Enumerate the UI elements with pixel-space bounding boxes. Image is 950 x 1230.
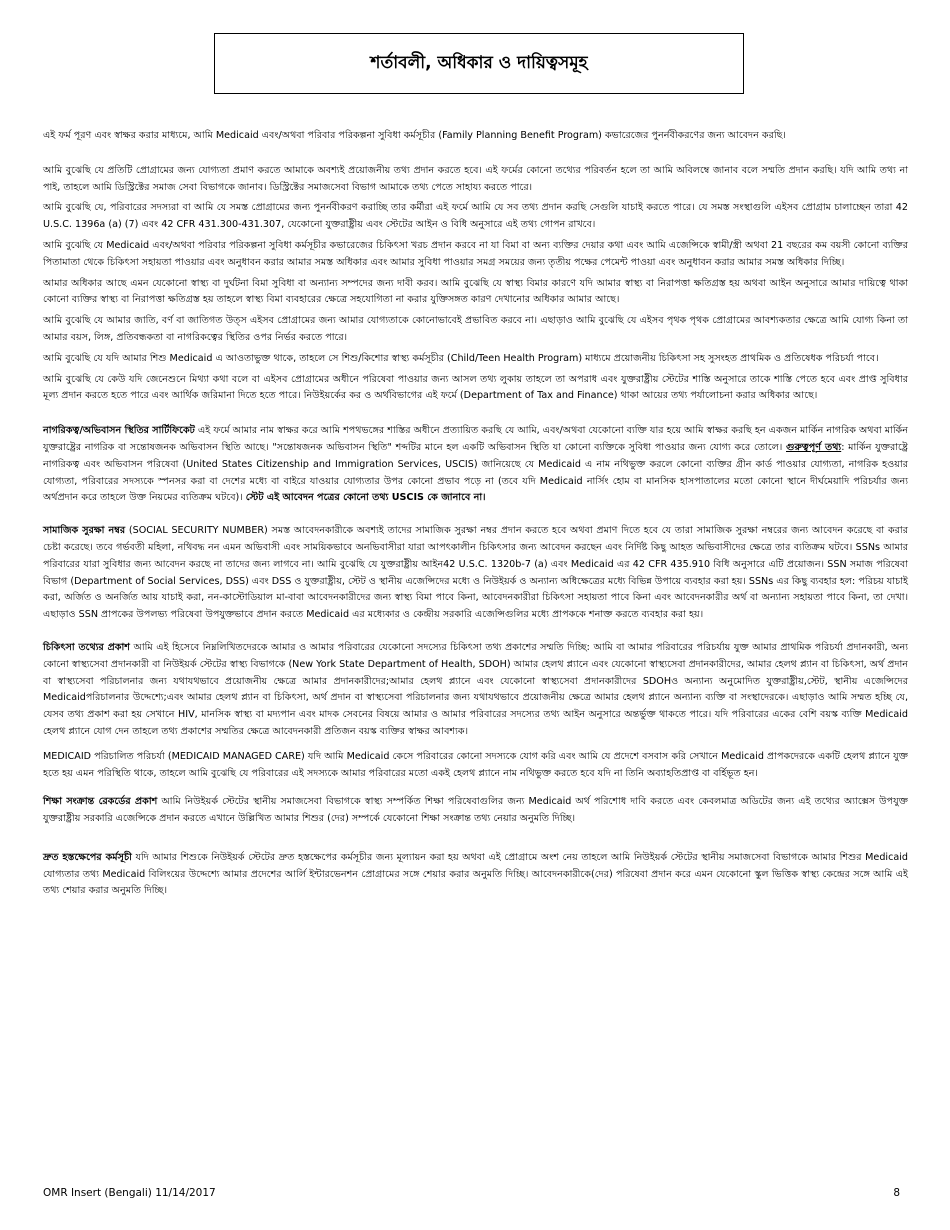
education-heading: শিক্ষা সংক্রান্ত রেকর্ডের প্রকাশ — [43, 796, 158, 808]
ssn-heading: সামাজিক সুরক্ষা নম্বর — [43, 525, 126, 537]
medical-heading: চিকিৎসা তথ্যের প্রকাশ — [43, 641, 130, 653]
section-education-records — [43, 794, 908, 828]
education-text: আমি নিউইয়র্ক স্টেটের স্থানীয় সমাজসেবা বিভাগকে স্বাস্থ্য সম্পর্কিত শিক্ষা পরিষেবাগুলির জন্য Medicaid অর্থ পরিশোধ দাবি করতে এবং কেবলমাত্র অডিটের জন্য এই তথ্যের অ্যাক্সেস উপযুক্ত যুক্তরাষ্ট্রীয় সরকারি এজেন্সিকে প্রদান করতে এখানে উল্লিখিত আমার শিশুর (দের) সম্পর্কে যেকোনো শিক্ষা সংক্রান্ত তথ্য নেয়ার অনুমতি দিচ্ছি। — [43, 796, 908, 825]
section-managed-care — [43, 749, 908, 783]
early-intervention-heading: দ্রুত হস্তক্ষেপের কর্মসূচী — [43, 851, 132, 863]
citizenship-heading: নাগরিকত্ব/অভিবাসন স্থিতির সার্টিফিকেট — [43, 425, 195, 437]
paragraph-information: আমি বুঝেছি যে প্রতিটি প্রোগ্রামের জন্য যোগ্যতা প্রমাণ করতে আমাকে অবশ্যই প্রয়োজনীয় তথ্য প্রদান করতে হবে। এই ফর্মের কোনো তথ্যের পরিবর্তন হলে তা আমি অবিলম্বে জানাব বলে সম্মতি প্রদান করছি। যদি আমি তথ্য না পাই, তাহলে আমি ডিস্ট্রিক্টের সমাজ সেবা বিভাগকে জানাব। ডিস্ট্রিক্টের সমাজসেবা বিভাগ আমাকে তথ্য পেতে সাহায্য করতে পারে। — [43, 164, 908, 193]
paragraph-third-party: আমি বুঝেছি যে Medicaid এবং/অথবা পরিবার পরিকল্পনা সুবিধা কর্মসূচীর কভারেজের চিকিৎসা খরচ প্রদান করবে না যা বিমা বা অন্য ব্যক্তির দেয়ার কথা এবং আমি এজেন্সিকে স্বামী/স্ত্রী অথবা 21 বছরের কম বয়সী কোনো ব্যক্তির পিতামাতা থেকে চিকিৎসা সহায়তা পাওয়ার এবং অনুধাবন করার আমার সমস্ত অধিকার এবং আমার সুবিধা পাওয়ার সমগ্র সময়ের জন্য তৃতীয় পক্ষের পেমেন্ট পাওয়া এবং অনুধাবন করার আমার সমস্ত অধিকার দিচ্ছি। — [43, 239, 908, 268]
early-intervention-text: যদি আমার শিশুকে নিউইয়র্ক স্টেটের দ্রুত হস্তক্ষেপের কর্মসূচীর জন্য মূল্যায়ন করা হয় অথবা এই প্রোগ্রামে অংশ নেয় তাহলে আমি নিউইয়র্ক স্টেটের স্থানীয় সমাজসেবা বিভাগকে আমার শিশুর Medicaid যোগ্যতার তথ্য Medicaid বিলিংয়ের উদ্দেশ্যে আমার প্রদেশের আর্লি ইন্টারভেনশন প্রোগ্রামের সঙ্গে শেয়ার করার অনুমতি দিচ্ছি। আবেদনকারীকে(দের) পরিষেবা প্রদান করে এমন যেকোনো স্কুল ভিত্তিক স্বাস্থ্য কেন্দ্রের সঙ্গে আমি এই তথ্য শেয়ার করার অনুমতি দিচ্ছি। — [43, 851, 908, 897]
important-info-label: গুরুত্বপূর্ণ তথ্য — [786, 441, 842, 453]
section-ssn — [43, 523, 908, 624]
medical-text: আমি এই হিসেবে নিম্নলিখিতদেরকে আমার ও আমার পরিবারের যেকোনো সদস্যের চিকিৎসা তথ্য প্রকাশের সম্মতি দিচ্ছি: আমি বা আমার পরিবারের পরিচর্যায় যুক্ত আমার প্রাথমিক পরিচর্যা প্রদানকারী, অন্য কোনো স্বাস্থ্যসেবা প্রদানকারী বা নিউইয়র্ক স্টেটের স্বাস্থ্য বিভাগকে (New York State Department of Health, SDOH) আমার হেলথ প্ল্যানে এবং যেকোনো স্বাস্থ্যসেবা প্রদানকারীদের, আমার হেলথ প্ল্যান বা চিকিৎসা, অর্থ প্রদান বা স্বাস্থ্যসেবা পরিচালনার জন্য যথাযথভাবে প্রয়োজনীয় ক্ষেত্রে আমার প্রদানকারীদের;আমার হেলথ প্ল্যানে এবং যেকোনো স্বাস্থ্যসেবা প্রদানকারীদের SDOHও অন্যান্য অনুমোদিত যুক্তরাষ্ট্রীয়,স্টেট, স্থানীয় এজেন্সিদের Medicaidপরিচালনার উদ্দেশ্যে;এবং আমার হেলথ প্ল্যান বা চিকিৎসা, অর্থ প্রদান বা স্বাস্থ্যসেবা পরিচালনার জন্য যথাযথভাবে প্রয়োজনীয় ক্ষেত্রে আমার হেলথ প্ল্যানে অন্যান্য ব্যক্তি বা সংস্থাদেরকে। এছাড়াও আমি সম্মত হচ্ছি যে, যেসব তথ্য প্রকাশ করা হয় সেখানে HIV, মানসিক স্বাস্থ্য বা মদ্যপান এবং মাদক সেবনের বিষয়ে আমার ও আমার পরিবারের সদস্যের তথ্য আইন অনুসারে অন্তর্ভুক্ত থাকতে পারে। যদি পরিবারের একের বেশি বয়স্ক ব্যক্তি Medicaid হেলথ প্ল্যানে যোগ দেন তাহলে তথ্য প্রকাশের সম্মতির ক্ষেত্রে আবেদনকারী প্রতিজন বয়স্ক ব্যক্তির স্বাক্ষর আবশ্যক। — [43, 641, 909, 737]
page-title: শর্তাবলী, অধিকার ও দায়িত্বসমূহ — [370, 52, 588, 73]
title-box — [214, 33, 744, 94]
footer-form-id: OMR Insert (Bengali) 11/14/2017 — [43, 1187, 216, 1199]
citizenship-closing: স্টেট এই আবেদন পত্রের কোনো তথ্য USCIS কে জানাবে না। — [245, 492, 486, 504]
managed-care-text: যদি আমি Medicaid কেসে পরিবারের কোনো সদস্যকে যোগ করি এবং আমি যে প্রদেশে বসবাস করি সেখানে Medicaid প্রাপকদেরকে একটি হেলথ প্ল্যানে যুক্ত হতে হয় এমন পরিস্থিতি থাকে, তাহলে আমি বুঝেছি যে পরিবারের এই সদস্যকে আমার পরিবারের মতো একই হেলথ প্ল্যানে নাম নথিভুক্ত করতে হবে যদি না তিনি অব্যাহতিপ্রাপ্ত বা বর্হিভূত হন। — [43, 750, 908, 779]
paragraph-verification: আমি বুঝেছি যে, পরিবারের সদস্যরা বা আমি যে সমস্ত প্রোগ্রামের জন্য পুনর্নবীকরণ করাচ্ছি তার কর্মীরা এই ফর্মে আমি যে সব তথ্য প্রদান করছি সেগুলি যাচাই করতে পারে। যে সমস্ত সংস্থাগুলি এইসব প্রোগ্রাম চালাচ্ছেন তারা 42 U.S.C. 1396a (a) (7) এবং 42 CFR 431.300-431.307, যেকোনো যুক্তরাষ্ট্রীয় এবং স্টেটের আইন ও বিধি অনুসারে এই তথ্য গোপন রাখবে। — [43, 202, 908, 231]
section-citizenship — [43, 423, 908, 507]
paragraph-penalty: আমি বুঝেছি যে কেউ যদি জেনেশুনে মিথ্যা কথা বলে বা এইসব প্রোগ্রামের অধীনে পরিষেবা পাওয়ার জন্য আসল তথ্য লুকায় তাহলে তা অপরাধ এবং যুক্তরাষ্ট্রীয় স্টেটের শাস্তি অনুসারে তাকে শাস্তি পেতে হবে এবং প্রাপ্ত সুবিধার মূল্য প্রদান করতে হতে পারে এবং আর্থিক জরিমানা দিতে হতে পারে। নিউইয়র্কের কর ও অর্থবিভাগের এই ফর্মে (Department of Tax and Finance) থাকা আয়ের তথ্য পর্যালোচনা করার অধিকার আছে। — [43, 373, 908, 402]
paragraph-child-teen: আমি বুঝেছি যে যদি আমার শিশু Medicaid এ আওতাভুক্ত থাকে, তাহলে সে শিশু/কিশোর স্বাস্থ্য কর্মসূচীর (Child/Teen Health Program) মাধ্যমে প্রয়োজনীয় চিকিৎসা সহ সুসংহত প্রাথমিক ও প্রতিষেধক পরিচর্যা পাবে। — [43, 352, 879, 364]
paragraph-health-insurance: আমার অধিকার আছে এমন যেকোনো স্বাস্থ্য বা দুর্ঘটনা বিমা সুবিধা বা অন্যান্য সম্পদের জন্য দাবী করব। আমি বুঝেছি যে স্বাস্থ্য বিমার কারণে যদি আমার স্বাস্থ্য বা নিরাপত্তা ক্ষতিগ্রস্ত হয় অথবা আইন অনুসারে আমার দায়িত্বে থাকা কোনো ব্যক্তির স্বাস্থ্য বা নিরাপত্তা ক্ষতিগ্রস্ত হয় তাহলে স্বাস্থ্য বিমা ব্যবহারের ক্ষেত্রে সহযোগিতা না করার যুক্তিসঙ্গত কারণ দেখানোর অধিকার আমার আছে। — [43, 277, 908, 306]
citizenship-text: এই ফর্মে আমার নাম স্বাক্ষর করে আমি শপথভঙ্গের শাস্তির অধীনে প্রত্যায়িত করছি যে আমি, এবং/অথবা যেকোনো ব্যক্তি যার হয়ে আমি স্বাক্ষর করছি হন একজন মার্কিন নাগরিক অথবা মার্কিন যুক্তরাষ্ট্রের নাগরিক বা সন্তোষজনক অভিবাসন স্থিতি আছে। "সন্তোষজনক অভিবাসন স্থিতি" শব্দটির মানে হল একটি অভিবাসন স্থিতি যা কোনো ব্যক্তিকে সুবিধা পাওয়ার জন্য যোগ্য করে তোলে। — [43, 425, 908, 453]
managed-care-heading: MEDICAID পরিচালিত পরিচর্যা (MEDICAID MANAGED CARE) — [43, 750, 305, 762]
ssn-text: (SOCIAL SECURITY NUMBER) সমস্ত আবেদনকারীকে অবশ্যই তাদের সামাজিক সুরক্ষা নম্বর প্রদান করতে হবে অথবা প্রমাণ দিতে হবে যে তারা সামাজিক সুরক্ষা নম্বরের জন্য আবেদন করেছে বা করার চেষ্টা করেছে। তবে গর্ভবতী মহিলা, নথিবদ্ধ নন এমন অভিবাসী এবং সাময়িকভাবে অনভিবাসীরা যারা আপৎকালীন চিকিৎসার জন্য আবেদন করছেন এবং নির্দিষ্ট কিছু আহত অভিবাসীদের ক্ষেত্রে তার ব্যতিক্রম ঘটবে। SSNs আমার পরিবারের যারা সুবিধার জন্য আবেদন করছে না তাদের জন্য লাগবে না। আমি বুঝেছি যে যুক্তরাষ্ট্রীয় আইন42 U.S.C. 1320b-7 (a) এবং Medicaid এর 42 CFR 435.910 বিধি অনুসারে এটি প্রয়োজন। SSN সমাজ পরিষেবা বিভাগ (Department of Social Services, DSS) এবং DSS ও যুক্তরাষ্ট্রীয়, স্টেট ও স্থানীয় এজেন্সিদের মধ্যে ও নিউইয়র্ক ও অন্যান্য অধিক্ষেত্রের মধ্যে বিভিন্ন উপায়ে ব্যবহার করা হয়। SSNs এর কিছু ব্যবহার হল: পরিচয় যাচাই করা, অর্জিত ও অনর্জিত আয় যাচাই করা, নন-কাস্টোডিয়াল মা-বাবা আবেদনকারীদের জন্য স্বাস্থ্য বিমা পাবে কিনা, আবেদনকারীরা চিকিৎসা সহায়তা পাবে কিনা এবং আবেদনকারীর অর্থ বা অন্যান্য সহায়তা পাবে কিনা, তা দেখা। এছাড়াও SSN প্রাপকের উপলভ্য পরিষেবা উপযুক্তভাবে প্রদান করতে Medicaid এর মধ্যেকার ও কেন্দ্রীয় সরকারি এজেন্সিগুলির মধ্যে প্রাপককে শনাক্ত করতে ব্যবহার করা হয়। — [43, 525, 908, 621]
page-number: 8 — [893, 1187, 900, 1199]
paragraph-eligibility: আমি বুঝেছি যে আমার জাতি, বর্ণ বা জাতিগত উত্স এইসব প্রোগ্রামের জন্য আমার যোগ্যতাকে কোনোভাবেই প্রভাবিত করবে না। এছাড়াও আমি বুঝেছি যে এইসব পৃথক পৃথক প্রোগ্রামের আবশ্যকতার ক্ষেত্রে আমি যোগ্য কিনা তা আমার বয়স, লিঙ্গ, প্রতিবন্ধকতা বা নাগরিকত্বের স্থিতির ওপর নির্ভর করতে পারে। — [43, 315, 908, 343]
paragraph-renewal: এই ফর্ম পূরণ এবং স্বাক্ষর করার মাধ্যমে, আমি Medicaid এবং/অথবা পরিবার পরিকল্পনা সুবিধা কর্মসূচীর (Family Planning Benefit Program) কভারেজের পুনর্নবীকরণের জন্য আবেদন করছি। — [43, 130, 786, 141]
section-medical-release — [43, 640, 908, 741]
document-body — [43, 128, 908, 900]
citizenship-uscis-text: : মার্কিন যুক্তরাষ্ট্রে নাগরিকত্ব এবং অভিবাসন পরিষেবা (United States Citizenship and Immigration Services, USCIS) জানিয়েছে যে Medicaid এ নাম নথিভুক্ত করলে কোনো ব্যক্তির গ্রীন কার্ড পাওয়ার যোগ্যতা, নাগরিক হওয়ার যোগ্যতা, পরিবারের সদস্যকে স্পনসর করা বা দেশের মধ্যে বা বাইরে যাওয়ার যোগ্যতার উপর কোনো প্রভাব পড়ে না (তবে যদি Medicaid নার্সিং হোম বা মানসিক হাসপাতালের মতো কোনো স্থানে দীর্ঘমেয়াদি পরিচর্যার জন্য অর্থপ্রদান করে তাহলে উক্ত নিয়মের ব্যতিক্রম ঘটবে)। — [43, 441, 909, 504]
section-early-intervention — [43, 850, 908, 900]
